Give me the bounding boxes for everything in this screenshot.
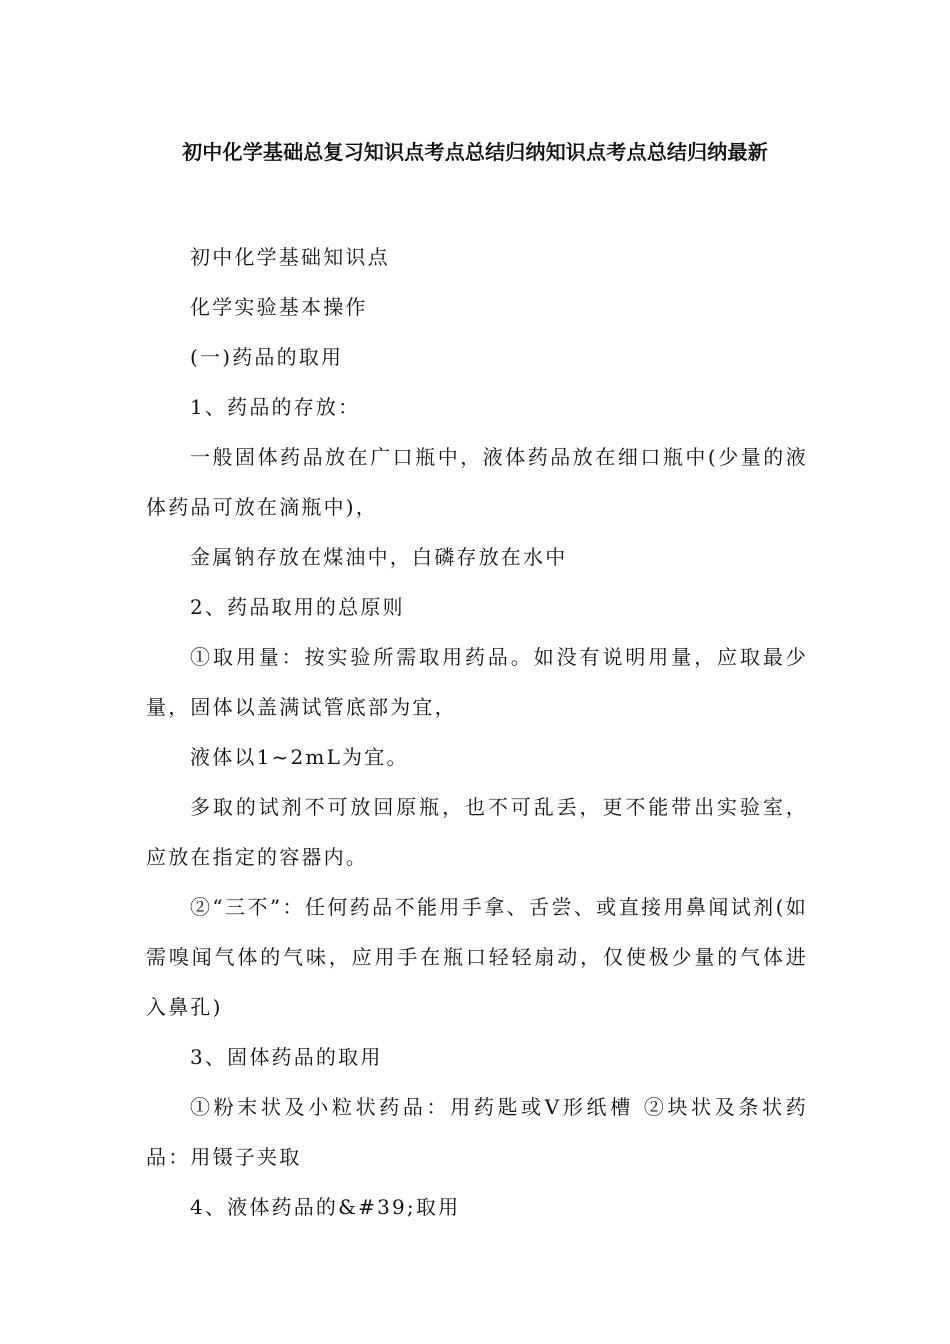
- paragraph: 金属钠存放在煤油中，白磷存放在水中: [190, 545, 568, 569]
- paragraph: 4、液体药品的&#39;取用: [190, 1195, 461, 1219]
- paragraph: 化学实验基本操作: [190, 295, 368, 319]
- paragraph: 一般固体药品放在广口瓶中，液体药品放在细口瓶中(少量的液体药品可放在滴瓶中)，: [146, 445, 808, 519]
- paragraph: 2、药品取用的总原则: [190, 595, 405, 619]
- document-body: [146, 232, 808, 1232]
- paragraph: 初中化学基础知识点: [190, 245, 390, 269]
- paragraph: ①取用量：按实验所需取用药品。如没有说明用量，应取最少量，固体以盖满试管底部为宜，: [146, 645, 808, 719]
- paragraph: (一)药品的取用: [190, 345, 344, 369]
- paragraph: 1、药品的存放：: [190, 395, 361, 419]
- paragraph: 3、固体药品的取用: [190, 1045, 383, 1069]
- document-title: 初中化学基础总复习知识点考点总结归纳知识点考点总结归纳最新: [182, 140, 768, 164]
- paragraph: 多取的试剂不可放回原瓶，也不可乱丢，更不能带出实验室，应放在指定的容器内。: [146, 795, 808, 869]
- paragraph: ②“三不”：任何药品不能用手拿、舌尝、或直接用鼻闻试剂(如需嗅闻气体的气味，应用手在瓶口轻轻扇动，仅使极少量的气体进入鼻孔): [146, 895, 808, 1019]
- paragraph: ①粉末状及小粒状药品：用药匙或V形纸槽 ②块状及条状药品：用镊子夹取: [146, 1095, 808, 1169]
- paragraph: 液体以1~2mL为宜。: [190, 745, 409, 769]
